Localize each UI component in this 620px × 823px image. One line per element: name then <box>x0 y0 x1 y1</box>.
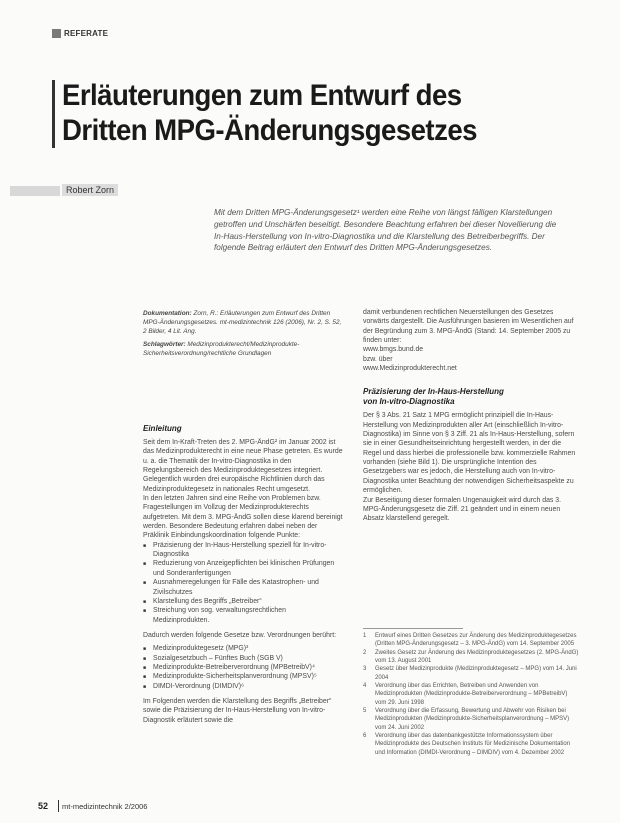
bullet-list-points <box>143 541 343 625</box>
section-rubric: REFERATE <box>64 29 109 38</box>
rubric-marker <box>52 29 61 38</box>
footnote <box>363 632 579 649</box>
keywords-label: Schlagwörter: <box>143 340 186 348</box>
paragraph: Im Folgenden werden die Klarstellung des Begriffs „Betreiber“ sowie die Präzisierung der In-Haus-Herstellung von In-vitro-Diagnostik erläutert sowie die <box>143 697 332 724</box>
documentation-label: Dokumentation: <box>143 310 192 317</box>
left-column <box>143 424 343 725</box>
footnote-text: Entwurf eines Dritten Gesetzes zur Änderung des Medizinproduktegesetzes (Dritten MPG-Änderungsgesetz – 3. MPG-ÄndG) vom 14. September 2005 <box>375 633 577 648</box>
footnote-number: 6 <box>363 733 367 740</box>
footnote-number: 3 <box>363 666 367 673</box>
link[interactable]: www.Medizinprodukterecht.net <box>363 365 457 373</box>
footnote <box>363 649 579 666</box>
list-item: ■ Medizinprodukte-Sicherheitsplanverordnung (MPSV)⁵ <box>153 672 343 681</box>
documentation-text: Zorn, R.: Erläuterungen zum Entwurf des Dritten MPG-Änderungsgesetzes. mt-medizintechnik 126 (2006), Nr. 2, S. 52, 2 Bilder, 4 Lit. Ang. <box>143 310 342 336</box>
footnote-text: Zweites Gesetz zur Änderung des Medizinproduktegesetzes (2. MPG-ÄndG) vom 13. August 2001 <box>375 649 579 665</box>
link-separator: bzw. über <box>363 355 393 363</box>
footnote <box>363 707 579 732</box>
paragraph: Dadurch werden folgende Gesetze bzw. Verordnungen berührt: <box>143 631 337 639</box>
footnote-text: Gesetz über Medizinprodukte (Medizinproduktegesetz – MPG) vom 14. Juni 2004 <box>375 666 577 681</box>
footnote-number: 4 <box>363 683 367 690</box>
author-marker <box>10 186 60 196</box>
section-heading-einleitung: Einleitung <box>143 424 182 433</box>
journal-name: mt-medizintechnik 2/2006 <box>62 802 148 811</box>
author-name: Robert Zorn <box>62 184 118 196</box>
bullet-list-laws <box>143 644 343 691</box>
list-item: ■ Präzisierung der In-Haus-Herstellung speziell für In-vitro-Diagnostika <box>153 541 343 560</box>
list-item: ■ Streichung von sog. verwaltungsrechtlichen Medizinprodukten. <box>153 606 343 625</box>
keywords-block <box>143 340 343 358</box>
list-item: ■ Reduzierung von Anzeigepflichten bei klinischen Prüfungen und Sonderanfertigungen <box>153 559 343 578</box>
right-column <box>363 308 579 524</box>
heading-line: Präzisierung der In-Haus-Herstellung <box>363 387 504 397</box>
keywords-text: Medizinprodukterecht/Medizinprodukte-Sicherheitsverordnung/rechtliche Grundlagen <box>143 340 300 357</box>
paragraph: Seit dem In-Kraft-Treten des 2. MPG-ÄndG² im Januar 2002 ist das Medizinprodukterecht in eine neue Phase getreten. Es wurde u. a. die Thematik der In-vitro-Diagnostika in den Regelungsbereich des Medizinproduktegesetzes integriert. Gelegentlich wurden drei europäische Richtlinien durch das Medizinproduktegesetz in nationales Recht umgesetzt. <box>143 439 343 493</box>
paragraph: Der § 3 Abs. 21 Satz 1 MPG ermöglicht prinzipiell die In-Haus-Herstellung von Medizinprodukten aller Art (einschließlich In-vitro-Diagnostika) im Sinne von § 3 Ziff. 21 als In-Haus-Herstellung, sofern sie in einer Gesundheitseinrichtung hergestellt werden, in der die Regel und dass hierbei die professionelle bzw. kommerzielle Rahmen vorhanden (siehe Bild 1). Die ursprüngliche Intention des Gesetzgebers war es jedoch, die Herstellung auch von In-vitro-Diagnostika unter Beachtung der notwendigen Sicherheitsaspekte zu ermöglichen. <box>363 412 576 495</box>
title-line-2: Dritten MPG-Änderungsgesetzes <box>62 114 477 147</box>
footnote-text: Verordnung über das datenbankgestützte Informationssystem über Medizinprodukte des Deutschen Instituts für Medizinische Dokumentation und Information (DIMDI-Verordnung – DIMDIV) vom 4. Dezember 2002 <box>375 733 571 756</box>
footnotes <box>363 628 579 757</box>
footnote-number: 5 <box>363 708 367 715</box>
footer-separator <box>58 800 59 812</box>
paragraph: damit verbundenen rechtlichen Neuerstellungen des Gesetzes vorwärts dargestellt. Die Ausführungen basieren im Wesentlichen auf der Begründung zum 3. MPG-ÄndG (Stand: 14. September 2005 zu finden unter: <box>363 309 574 345</box>
footnote-text: Verordnung über die Erfassung, Bewertung und Abwehr von Risiken bei Medizinprodukten (Medizinprodukte-Sicherheitsplanverordnung – MPSV) vom 24. Juni 2002 <box>375 708 570 731</box>
title-line-1: Erläuterungen zum Entwurf des <box>62 79 462 112</box>
list-item: ■ DIMDI-Verordnung (DIMDIV)⁶ <box>153 682 343 691</box>
documentation-block <box>143 309 343 337</box>
link[interactable]: www.bmgs.bund.de <box>363 346 424 354</box>
list-item: ■ Ausnahmeregelungen für Fälle des Katastrophen- und Zivilschutzes <box>153 578 343 597</box>
footnote-text: Verordnung über das Errichten, Betreiben und Anwenden von Medizinprodukten (Medizinprodukte-Betreiberverordnung – MPBetreibV) vom 29. Juni 1998 <box>375 683 568 706</box>
heading-line: von In-vitro-Diagnostika <box>363 397 455 407</box>
list-item: ■ Medizinproduktegesetz (MPG)³ <box>153 644 343 653</box>
title-rule <box>52 80 55 148</box>
list-item: ■ Klarstellung des Begriffs „Betreiber“ <box>153 597 343 606</box>
footnote-number: 2 <box>363 649 367 656</box>
paragraph: In den letzten Jahren sind eine Reihe von Problemen bzw. Fragestellungen im Vollzug der Medizinprodukterechts aufgetreten. Mit dem 3. MPG-ÄndG sollen diese klarend bereinigt werden. Besondere Bedeutung erfahren dabei neben der Präklinik Einbindungskoordination folgende Punkte: <box>143 495 343 540</box>
footnote-number: 1 <box>363 633 367 639</box>
page-number: 52 <box>38 801 49 811</box>
footnote <box>363 682 579 707</box>
article-meta <box>143 309 343 358</box>
footnote <box>363 732 579 757</box>
paragraph: Zur Beseitigung dieser formalen Ungenauigkeit wird durch das 3. MPG-Änderungsgesetz die Ziff. 21 geändert und in einem neuen Absatz klarstellend geregelt. <box>363 496 562 523</box>
list-item: ■ Medizinprodukte-Betreiberverordnung (MPBetreibV)⁴ <box>153 663 343 672</box>
footnote <box>363 665 579 682</box>
footnote-rule <box>363 628 463 629</box>
article-title <box>62 78 477 148</box>
article-lead: Mit dem Dritten MPG-Änderungsgesetz¹ werden eine Reihe von längst fälligen Klarstellungen getroffen und Unschärfen beseitigt. Besondere Beachtung erfahren bei dieser Novellierung die In-Haus-Herstellung von In-vitro-Diagnostika und die Klarstellung des Betreiberbegriffs. Der folgende Beitrag erläutert den Entwurf des Dritten MPG-Änderungsgesetzes. <box>214 208 557 253</box>
section-heading-inhaus <box>363 387 579 407</box>
list-item: ■ Sozialgesetzbuch – Fünftes Buch (SGB V) <box>153 654 343 663</box>
